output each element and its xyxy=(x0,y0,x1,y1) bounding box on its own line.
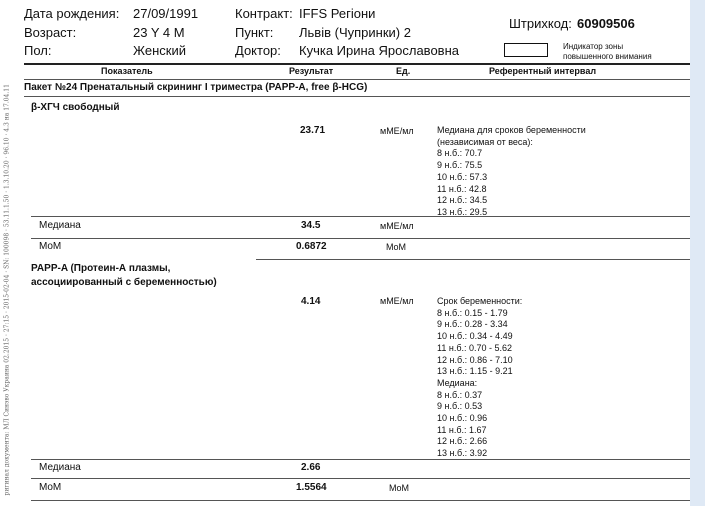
reference-line: 10 н.б.: 0.34 - 4.49 xyxy=(437,331,513,342)
row-divider xyxy=(31,216,690,217)
col-header-indicator: Показатель xyxy=(101,66,153,76)
reference-line: 8 н.б.: 70.7 xyxy=(437,148,483,159)
reference-line: 9 н.б.: 0.53 xyxy=(437,401,483,412)
attention-indicator-text xyxy=(563,42,652,62)
reference-interval xyxy=(437,296,522,460)
reference-line: 9 н.б.: 0.28 - 3.34 xyxy=(437,319,508,330)
birth-date-label: Дата рождения: xyxy=(24,6,120,21)
barcode-number: 60909506 xyxy=(577,16,635,31)
col-header-result: Результат xyxy=(289,66,334,76)
reference-line: 8 н.б.: 0.15 - 1.79 xyxy=(437,307,508,318)
reference-line: 11 н.б.: 0.70 - 5.62 xyxy=(437,342,513,353)
indicator-line-2: повышенного внимания xyxy=(563,52,652,61)
mom-value: 0.6872 xyxy=(296,241,327,252)
row-divider xyxy=(31,478,690,479)
result-value: 23.71 xyxy=(300,125,326,136)
point-label: Пункт: xyxy=(235,25,274,40)
reference-line: 13 н.б.: 29.5 xyxy=(437,206,488,217)
mom-label: MoM xyxy=(39,482,62,493)
median-label: Медиана xyxy=(39,220,81,231)
point-value: Львів (Чупринки) 2 xyxy=(299,25,411,40)
col-header-unit: Ед. xyxy=(396,66,411,76)
section-title-line: ассоциированный с беременностью) xyxy=(31,277,217,288)
reference-line: 11 н.б.: 1.67 xyxy=(437,424,487,435)
result-value: 4.14 xyxy=(301,296,321,307)
reference-interval xyxy=(437,125,586,219)
sex-value: Женский xyxy=(133,43,186,58)
reference-line: Медиана для сроков беременности xyxy=(437,125,586,135)
table-top-rule xyxy=(24,63,690,65)
median-label: Медиана xyxy=(39,462,81,473)
doctor-label: Доктор: xyxy=(235,43,281,58)
row-divider xyxy=(31,238,690,239)
section-divider xyxy=(256,259,690,260)
mom-unit: MoM xyxy=(389,483,409,493)
reference-line: 12 н.б.: 2.66 xyxy=(437,436,488,447)
result-unit: мМЕ/мл xyxy=(380,296,414,306)
reference-line: Медиана: xyxy=(437,377,478,388)
section-title-papp-a xyxy=(31,262,217,290)
row-divider xyxy=(31,500,690,501)
mom-unit: MoM xyxy=(386,242,406,252)
median-unit: мМЕ/мл xyxy=(380,221,414,231)
package-title: Пакет №24 Пренатальный скрининг I триместра (PAPP-A, free β-HCG) xyxy=(24,82,368,93)
result-unit: мМЕ/мл xyxy=(380,126,414,136)
mom-value: 1.5564 xyxy=(296,482,327,493)
sex-label: Пол: xyxy=(24,43,52,58)
contract-label: Контракт: xyxy=(235,6,293,21)
reference-line: 12 н.б.: 34.5 xyxy=(437,195,488,206)
reference-line: 13 н.б.: 1.15 - 9.21 xyxy=(437,366,513,377)
mom-label: MoM xyxy=(39,241,62,252)
contract-value: IFFS Регіони xyxy=(299,6,376,21)
attention-indicator-box xyxy=(504,43,548,57)
median-value: 2.66 xyxy=(301,462,321,473)
section-title-free-bhcg xyxy=(31,101,120,115)
reference-line: Срок беременности: xyxy=(437,296,523,306)
row-divider xyxy=(31,459,690,460)
barcode-label: Штрихкод: xyxy=(509,16,572,31)
reference-line: (независимая от веса): xyxy=(437,136,533,147)
window-scroll-strip xyxy=(690,0,705,506)
header-rule xyxy=(24,79,690,80)
age-label: Возраст: xyxy=(24,25,77,40)
reference-line: 12 н.б.: 0.86 - 7.10 xyxy=(437,354,513,365)
reference-line: 9 н.б.: 75.5 xyxy=(437,160,483,171)
birth-date-value: 27/09/1991 xyxy=(133,6,199,21)
reference-line: 10 н.б.: 0.96 xyxy=(437,413,488,424)
col-header-reference: Референтный интервал xyxy=(489,66,597,76)
age-value: 23 Y 4 M xyxy=(133,25,185,40)
median-value: 34.5 xyxy=(301,220,321,231)
section-title-line: β-ХГЧ свободный xyxy=(31,102,120,113)
reference-line: 10 н.б.: 57.3 xyxy=(437,171,488,182)
reference-line: 13 н.б.: 3.92 xyxy=(437,448,488,459)
indicator-line-1: Индикатор зоны xyxy=(563,42,624,51)
section-title-line: PAPP-A (Протеин-А плазмы, xyxy=(31,263,171,274)
margin-print-text: ригинал документа: МЛ Синэво Украина 02.2015 · 27:15 · 2015-02-04 · SN: 100098 · 53.11.1.50 · 1.3.10.20 · 96.10 · 4.3 на 17.04.11 xyxy=(3,84,10,496)
package-rule xyxy=(24,96,690,97)
reference-line: 11 н.б.: 42.8 xyxy=(437,183,487,194)
doctor-value: Кучка Ирина Ярославовна xyxy=(299,43,459,58)
reference-line: 8 н.б.: 0.37 xyxy=(437,389,483,400)
